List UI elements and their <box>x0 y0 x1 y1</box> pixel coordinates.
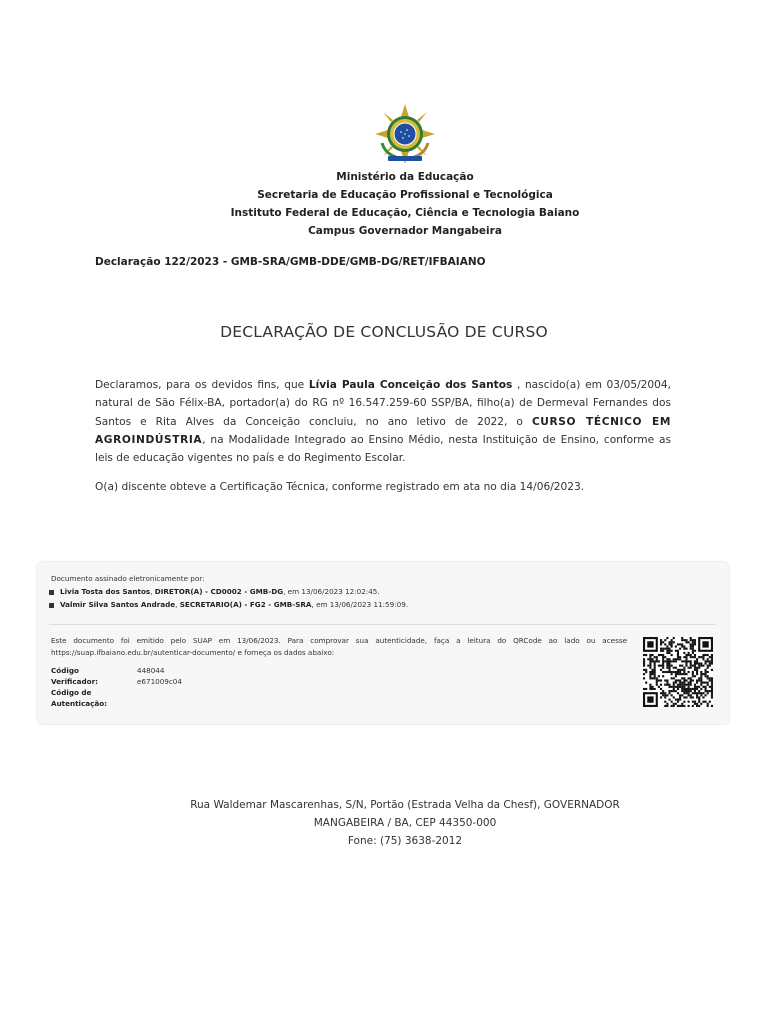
signer-item: Livia Tosta dos Santos, DIRETOR(A) - CD0002 - GMB-DG, em 13/06/2023 12:02:45. <box>49 587 380 596</box>
signer-role: SECRETARIO(A) - FG2 - GMB-SRA <box>179 600 312 609</box>
signer-name: Livia Tosta dos Santos <box>60 587 151 596</box>
signer-role: DIRETOR(A) - CD0002 - GMB-DG <box>154 587 284 596</box>
brazil-coat-of-arms-icon <box>374 103 436 165</box>
code-label-2: Verificador: <box>51 677 98 686</box>
bullet-icon <box>49 590 54 595</box>
electronic-signature-box <box>37 562 729 724</box>
auth-value: e671009c04 <box>137 677 182 686</box>
student-name: Lívia Paula Conceição dos Santos <box>308 379 513 391</box>
qr-code-icon[interactable] <box>643 637 713 707</box>
signature-title: Documento assinado eletronicamente por: <box>51 574 205 583</box>
campus-name: Campus Governador Mangabeira <box>308 225 502 237</box>
institution-header <box>0 168 768 240</box>
signer-item: Valmir Silva Santos Andrade, SECRETARIO(A) - FG2 - GMB-SRA, em 13/06/2023 11:59:09. <box>49 600 408 609</box>
signer-name: Valmir Silva Santos Andrade <box>60 600 176 609</box>
phone-line: Fone: (75) 3638-2012 <box>347 835 463 847</box>
institute-name: Instituto Federal de Educação, Ciência e Tecnologia Baiano <box>230 207 580 219</box>
auth-label-2: Autenticação: <box>51 699 108 708</box>
declaration-paragraph <box>95 376 671 467</box>
paragraph-text-middle: , nascido(a) em 03/05/2004, natural de São Félix-BA, portador(a) do RG nº 16.547.259-60 SSP/BA, filho(a) de Dermeval Fernandes dos Santos e Rita Alves da Conceição concluiu, no ano letivo de 2022, o <box>95 379 671 428</box>
certification-paragraph: O(a) discente obteve a Certificação Técnica, conforme registrado em ata no dia 14/06/2023. <box>95 481 585 493</box>
paragraph-text-end: , na Modalidade Integrado ao Ensino Médio, nesta Instituição de Ensino, conforme as leis de educação vigentes no país e do Regimento Escolar. <box>95 433 671 465</box>
course-name: CURSO TÉCNICO EM AGROINDÚSTRIA <box>95 415 671 446</box>
page-title: DECLARAÇÃO DE CONCLUSÃO DE CURSO <box>220 323 548 341</box>
signer-date: , em 13/06/2023 12:02:45. <box>283 587 380 596</box>
auth-label: Código de <box>51 688 92 697</box>
bullet-icon <box>49 603 54 608</box>
code-value: 448044 <box>137 666 165 675</box>
address-footer <box>0 796 768 850</box>
secretariat-name: Secretaria de Educação Profissional e Tecnológica <box>257 189 553 201</box>
signer-date: , em 13/06/2023 11:59:09. <box>311 600 409 609</box>
signature-divider <box>49 624 716 625</box>
address-line-2: MANGABEIRA / BA, CEP 44350-000 <box>313 817 497 829</box>
address-line-1: Rua Waldemar Mascarenhas, S/N, Portão (Estrada Velha da Chesf), GOVERNADOR <box>190 799 620 811</box>
paragraph-text-start: Declaramos, para os devidos fins, que <box>95 379 309 391</box>
verification-instructions: Este documento foi emitido pelo SUAP em 13/06/2023. Para comprovar sua autenticidade, faça a leitura do QRCode ao lado ou acesse https://suap.ifbaiano.edu.br/autenticar-documento/ e forneça os dados abaixo: <box>51 636 627 657</box>
code-label: Código <box>51 666 79 675</box>
ministry-name: Ministério da Educação <box>336 171 474 183</box>
declaration-number: Declaração 122/2023 - GMB-SRA/GMB-DDE/GMB-DG/RET/IFBAIANO <box>95 256 486 268</box>
